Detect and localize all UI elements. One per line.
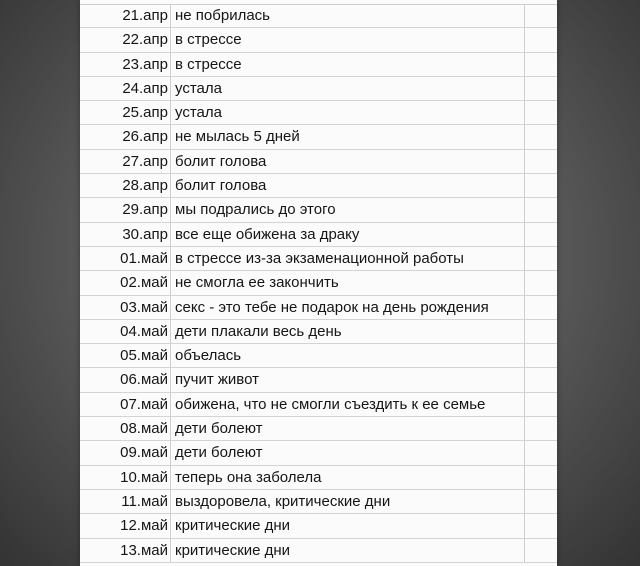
date-cell[interactable]: 25.апр	[80, 101, 171, 124]
table-row	[80, 441, 557, 465]
date-cell[interactable]: 13.май	[80, 539, 171, 562]
date-cell[interactable]: 29.апр	[80, 198, 171, 221]
empty-cell[interactable]	[525, 247, 557, 270]
table-row	[80, 320, 557, 344]
table-row	[80, 296, 557, 320]
empty-cell[interactable]	[525, 490, 557, 513]
empty-cell[interactable]	[525, 53, 557, 76]
date-cell[interactable]: 26.апр	[80, 125, 171, 148]
empty-cell[interactable]	[525, 125, 557, 148]
date-cell[interactable]: 08.май	[80, 417, 171, 440]
empty-cell[interactable]	[525, 514, 557, 537]
note-cell[interactable]: критические дни	[171, 514, 525, 537]
note-cell[interactable]: объелась	[171, 344, 525, 367]
date-cell[interactable]: 10.май	[80, 466, 171, 489]
date-cell[interactable]: 23.апр	[80, 53, 171, 76]
note-cell[interactable]: дети болеют	[171, 441, 525, 464]
empty-cell[interactable]	[525, 441, 557, 464]
empty-cell[interactable]	[525, 77, 557, 100]
table-row	[80, 247, 557, 271]
table-row	[80, 28, 557, 52]
table-row	[80, 393, 557, 417]
empty-cell[interactable]	[525, 4, 557, 27]
table-row	[80, 344, 557, 368]
table-row	[80, 466, 557, 490]
note-cell[interactable]: теперь она заболела	[171, 466, 525, 489]
table-row	[80, 125, 557, 149]
empty-cell[interactable]	[525, 368, 557, 391]
date-cell[interactable]: 28.апр	[80, 174, 171, 197]
note-cell[interactable]: не смогла ее закончить	[171, 271, 525, 294]
note-cell[interactable]: критические дни	[171, 539, 525, 562]
date-cell[interactable]: 11.май	[80, 490, 171, 513]
note-cell[interactable]: болит голова	[171, 150, 525, 173]
table-row	[80, 223, 557, 247]
date-cell[interactable]: 27.апр	[80, 150, 171, 173]
date-cell[interactable]: 02.май	[80, 271, 171, 294]
date-cell[interactable]: 07.май	[80, 393, 171, 416]
empty-cell[interactable]	[525, 296, 557, 319]
empty-cell[interactable]	[525, 174, 557, 197]
note-cell[interactable]: обижена, что не смогли съездить к ее семье	[171, 393, 525, 416]
date-cell[interactable]: 21.апр	[80, 4, 171, 27]
note-cell[interactable]: секс - это тебе не подарок на день рождения	[171, 296, 525, 319]
table-row	[80, 490, 557, 514]
spreadsheet	[80, 0, 557, 566]
date-cell[interactable]: 30.апр	[80, 223, 171, 246]
table-row	[80, 198, 557, 222]
date-cell[interactable]: 04.май	[80, 320, 171, 343]
note-cell[interactable]: дети болеют	[171, 417, 525, 440]
table-row	[80, 174, 557, 198]
empty-cell[interactable]	[525, 539, 557, 562]
note-cell[interactable]: в стрессе	[171, 53, 525, 76]
date-cell[interactable]: 05.май	[80, 344, 171, 367]
empty-cell[interactable]	[525, 223, 557, 246]
date-cell[interactable]: 22.апр	[80, 28, 171, 51]
empty-cell[interactable]	[525, 320, 557, 343]
table-row	[80, 53, 557, 77]
empty-cell[interactable]	[525, 344, 557, 367]
note-cell[interactable]: устала	[171, 77, 525, 100]
empty-cell[interactable]	[525, 466, 557, 489]
note-cell[interactable]: мы подрались до этого	[171, 198, 525, 221]
table-row	[80, 77, 557, 101]
date-cell[interactable]: 01.май	[80, 247, 171, 270]
table-row	[80, 101, 557, 125]
note-cell[interactable]: пучит живот	[171, 368, 525, 391]
note-cell[interactable]: дети плакали весь день	[171, 320, 525, 343]
date-cell[interactable]: 12.май	[80, 514, 171, 537]
note-cell[interactable]: устала	[171, 101, 525, 124]
empty-cell[interactable]	[525, 101, 557, 124]
date-cell[interactable]: 06.май	[80, 368, 171, 391]
table-row	[80, 539, 557, 563]
table-row	[80, 271, 557, 295]
rows-container	[80, 4, 557, 563]
note-cell[interactable]: в стрессе из-за экзаменационной работы	[171, 247, 525, 270]
date-cell[interactable]: 24.апр	[80, 77, 171, 100]
table-row	[80, 417, 557, 441]
note-cell[interactable]: не побрилась	[171, 4, 525, 27]
date-cell[interactable]: 09.май	[80, 441, 171, 464]
date-cell[interactable]: 03.май	[80, 296, 171, 319]
table-row	[80, 514, 557, 538]
table-row	[80, 150, 557, 174]
empty-cell[interactable]	[525, 150, 557, 173]
table-row	[80, 4, 557, 28]
note-cell[interactable]: выздоровела, критические дни	[171, 490, 525, 513]
empty-cell[interactable]	[525, 393, 557, 416]
table-row	[80, 368, 557, 392]
empty-cell[interactable]	[525, 28, 557, 51]
note-cell[interactable]: не мылась 5 дней	[171, 125, 525, 148]
note-cell[interactable]: в стрессе	[171, 28, 525, 51]
note-cell[interactable]: все еще обижена за драку	[171, 223, 525, 246]
empty-cell[interactable]	[525, 417, 557, 440]
empty-cell[interactable]	[525, 271, 557, 294]
empty-cell[interactable]	[525, 198, 557, 221]
note-cell[interactable]: болит голова	[171, 174, 525, 197]
